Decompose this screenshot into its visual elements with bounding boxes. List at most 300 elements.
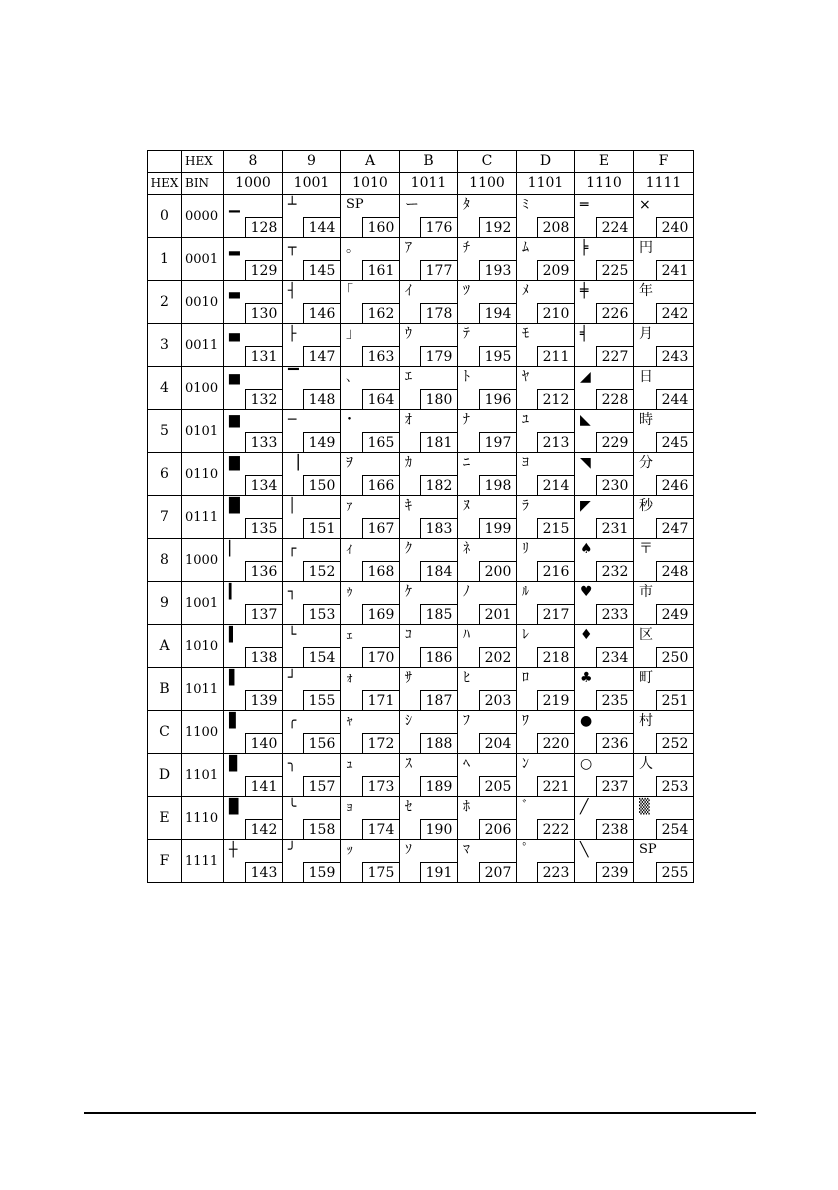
character-cell [575,754,634,797]
character-cell [517,195,575,238]
table-row [148,238,694,281]
character-cell [517,238,575,281]
column-hex-header: F [634,151,694,173]
table-row [148,367,694,410]
column-bin-header: 1110 [575,173,634,195]
row-hex-label: HEX [148,173,182,195]
character-cell [224,324,283,367]
character-cell [400,539,458,582]
character-glyph: 円 [639,240,653,256]
row-hex: B [148,668,182,711]
character-cell [341,711,400,754]
decimal-code: 181 [420,432,457,452]
decimal-code: 147 [303,346,340,366]
row-hex: 8 [148,539,182,582]
decimal-code: 188 [420,733,457,753]
character-glyph: 月 [639,326,653,342]
character-cell [458,496,517,539]
character-glyph: ﾏ [463,842,470,858]
character-glyph: ｧ [346,498,353,514]
character-glyph: ﾍ [463,756,470,772]
character-glyph: ｾ [405,799,412,815]
decimal-code: 201 [479,604,516,624]
character-glyph: ｺ [405,627,412,643]
character-glyph: ◥ [580,455,591,471]
character-cell [341,668,400,711]
row-hex: 5 [148,410,182,453]
decimal-code: 223 [537,862,574,882]
character-glyph: ｶ [405,455,412,471]
character-glyph: ﾂ [463,283,470,299]
character-cell [575,840,634,883]
character-glyph: ﾟ [522,842,529,858]
character-glyph: ╰ [288,799,297,815]
character-glyph: ｭ [346,756,353,772]
character-cell [400,668,458,711]
decimal-code: 172 [362,733,399,753]
row-bin: 0101 [182,410,224,453]
decimal-code: 187 [420,690,457,710]
row-bin: 1110 [182,797,224,840]
character-glyph: ▌ [229,670,240,686]
character-cell [400,195,458,238]
character-cell [283,238,341,281]
character-glyph: ﾙ [522,584,529,600]
decimal-code: 200 [479,561,516,581]
decimal-code: 150 [303,475,340,495]
character-cell [283,410,341,453]
character-glyph: ◣ [580,412,591,428]
character-cell [400,410,458,453]
character-glyph: ─ [288,412,297,428]
character-glyph: █ [229,498,240,514]
decimal-code: 132 [245,389,282,409]
character-cell [517,453,575,496]
decimal-code: 168 [362,561,399,581]
character-cell [400,840,458,883]
corner-cell [148,151,182,173]
decimal-code: 242 [656,303,693,323]
decimal-code: 190 [420,819,457,839]
table-row [148,281,694,324]
character-cell [283,668,341,711]
character-cell [283,281,341,324]
decimal-code: 205 [479,776,516,796]
character-glyph: ﾀ [463,197,470,213]
decimal-code: 155 [303,690,340,710]
character-cell [517,840,575,883]
row-hex: F [148,840,182,883]
character-glyph: ﾝ [522,756,529,772]
row-bin: 0100 [182,367,224,410]
decimal-code: 170 [362,647,399,667]
character-cell [458,797,517,840]
character-glyph: ﾋ [463,670,470,686]
row-hex: 0 [148,195,182,238]
decimal-code: 171 [362,690,399,710]
decimal-code: 164 [362,389,399,409]
character-glyph: SP [346,197,364,212]
decimal-code: 161 [362,260,399,280]
character-glyph: ♠ [580,541,593,557]
character-glyph: ｹ [405,584,412,600]
decimal-code: 135 [245,518,282,538]
character-cell [634,367,694,410]
character-cell [634,668,694,711]
decimal-code: 148 [303,389,340,409]
decimal-code: 128 [245,217,282,237]
character-glyph: ▉ [229,799,240,815]
character-glyph: ═ [580,197,589,213]
decimal-code: 156 [303,733,340,753]
decimal-code: 134 [245,475,282,495]
column-hex-header: B [400,151,458,173]
character-cell [341,453,400,496]
table-row [148,195,694,238]
decimal-code: 210 [537,303,574,323]
character-cell [634,754,694,797]
character-glyph: ▍ [229,627,240,643]
character-glyph: ╲ [580,842,589,858]
character-cell [400,281,458,324]
character-cell [575,324,634,367]
decimal-code: 152 [303,561,340,581]
column-hex-header: D [517,151,575,173]
decimal-code: 227 [596,346,633,366]
character-cell [458,754,517,797]
character-cell [458,711,517,754]
decimal-code: 177 [420,260,457,280]
hex-label: HEX [182,151,224,173]
character-cell [224,754,283,797]
character-cell [400,324,458,367]
row-bin: 0010 [182,281,224,324]
character-glyph: ▎ [229,584,240,600]
character-cell [458,625,517,668]
decimal-code: 236 [596,733,633,753]
decimal-code: 241 [656,260,693,280]
character-cell [283,840,341,883]
character-cell [341,195,400,238]
character-cell [458,453,517,496]
character-glyph: ▏ [229,541,240,557]
decimal-code: 160 [362,217,399,237]
character-glyph: ♦ [580,627,593,643]
character-cell [283,797,341,840]
decimal-code: 167 [362,518,399,538]
character-cell [517,367,575,410]
character-glyph: 年 [639,283,653,299]
decimal-code: 143 [245,862,282,882]
character-cell [283,582,341,625]
character-glyph: ﾞ [522,799,529,815]
character-glyph: │ [288,498,297,514]
decimal-code: 169 [362,604,399,624]
character-glyph: ┘ [288,670,297,686]
row-bin: 1111 [182,840,224,883]
character-cell [400,797,458,840]
character-cell [341,410,400,453]
character-cell [517,754,575,797]
character-glyph: ▒ [639,799,650,815]
decimal-code: 218 [537,647,574,667]
character-cell [341,539,400,582]
character-cell [283,324,341,367]
decimal-code: 251 [656,690,693,710]
bin-header-row [148,173,694,195]
decimal-code: 182 [420,475,457,495]
decimal-code: 244 [656,389,693,409]
decimal-code: 146 [303,303,340,323]
character-glyph: ー [405,197,419,213]
table-row [148,711,694,754]
character-cell [458,324,517,367]
decimal-code: 233 [596,604,633,624]
decimal-code: 202 [479,647,516,667]
character-glyph: ▅ [229,369,240,385]
character-glyph: ﾗ [522,498,529,514]
footer-rule [84,1112,756,1114]
character-cell [400,238,458,281]
decimal-code: 179 [420,346,457,366]
character-glyph: 村 [639,713,653,729]
character-glyph: ｲ [405,283,412,299]
character-glyph: ┼ [229,842,238,858]
character-cell [575,453,634,496]
decimal-code: 130 [245,303,282,323]
character-glyph: ﾄ [463,369,470,385]
character-glyph: ├ [288,326,297,342]
character-cell [224,668,283,711]
character-cell [458,195,517,238]
character-glyph: 秒 [639,498,653,514]
table-row [148,539,694,582]
character-glyph: ╱ [580,799,589,815]
character-glyph: ｼ [405,713,412,729]
character-cell [224,195,283,238]
decimal-code: 245 [656,432,693,452]
character-glyph: ｪ [346,627,353,643]
character-cell [224,625,283,668]
character-cell [575,539,634,582]
character-glyph: 〒 [639,541,653,557]
character-glyph: ｮ [346,799,353,815]
character-cell [575,668,634,711]
character-cell [400,367,458,410]
character-glyph: ﾇ [463,498,470,514]
character-glyph: ﾁ [463,240,470,256]
decimal-code: 254 [656,819,693,839]
character-glyph: ｦ [346,455,353,471]
character-cell [341,238,400,281]
character-cell [458,539,517,582]
character-glyph: ﾃ [463,326,470,342]
character-glyph: ╮ [288,756,297,772]
character-glyph: ▕ [288,455,299,471]
character-glyph: ﾅ [463,412,470,428]
decimal-code: 174 [362,819,399,839]
decimal-code: 226 [596,303,633,323]
character-glyph: ﾚ [522,627,529,643]
character-cell [224,797,283,840]
character-glyph: └ [288,627,297,643]
decimal-code: 232 [596,561,633,581]
character-cell [224,582,283,625]
character-glyph: ▔ [288,369,299,385]
character-cell [283,754,341,797]
decimal-code: 216 [537,561,574,581]
character-cell [517,582,575,625]
decimal-code: 221 [537,776,574,796]
decimal-code: 219 [537,690,574,710]
character-cell [341,797,400,840]
decimal-code: 206 [479,819,516,839]
decimal-code: 250 [656,647,693,667]
decimal-code: 178 [420,303,457,323]
character-cell [517,711,575,754]
character-glyph: ｫ [346,670,353,686]
character-cell [224,367,283,410]
row-bin: 1001 [182,582,224,625]
character-cell [517,668,575,711]
column-hex-header: A [341,151,400,173]
character-glyph: ﾈ [463,541,470,557]
character-glyph: ╡ [580,326,589,342]
character-cell [224,238,283,281]
character-cell [283,711,341,754]
character-glyph: ╞ [580,240,589,256]
decimal-code: 180 [420,389,457,409]
column-bin-header: 1000 [224,173,283,195]
decimal-code: 195 [479,346,516,366]
character-code-table [147,150,694,883]
row-hex: 7 [148,496,182,539]
character-glyph: ▄ [229,326,240,342]
character-cell [458,281,517,324]
character-glyph: ﾑ [522,240,529,256]
decimal-code: 208 [537,217,574,237]
character-cell [224,711,283,754]
decimal-code: 231 [596,518,633,538]
character-cell [224,281,283,324]
character-cell [458,668,517,711]
table-row [148,668,694,711]
character-cell [517,797,575,840]
decimal-code: 189 [420,776,457,796]
decimal-code: 173 [362,776,399,796]
character-cell [341,582,400,625]
character-glyph: ｴ [405,369,412,385]
character-glyph: ｸ [405,541,412,557]
column-bin-header: 1010 [341,173,400,195]
row-bin: 0011 [182,324,224,367]
character-cell [517,281,575,324]
character-cell [575,582,634,625]
decimal-code: 214 [537,475,574,495]
character-cell [341,496,400,539]
character-glyph: ┤ [288,283,297,299]
character-glyph: ﾖ [522,455,529,471]
character-cell [458,238,517,281]
character-glyph: ｩ [346,584,353,600]
character-glyph: ╭ [288,713,297,729]
row-bin: 1100 [182,711,224,754]
character-glyph: ｢ [346,283,353,299]
row-bin: 0110 [182,453,224,496]
character-cell [283,539,341,582]
row-hex: A [148,625,182,668]
decimal-code: 230 [596,475,633,495]
character-cell [634,582,694,625]
decimal-code: 157 [303,776,340,796]
decimal-code: 142 [245,819,282,839]
character-glyph: ▋ [229,713,240,729]
character-glyph: ▂ [229,240,240,256]
character-glyph: 人 [639,756,653,772]
character-glyph: ﾌ [463,713,470,729]
character-glyph: ◤ [580,498,591,514]
decimal-code: 248 [656,561,693,581]
character-cell [283,195,341,238]
character-glyph: ﾛ [522,670,529,686]
character-glyph: ｨ [346,541,353,557]
column-bin-header: 1001 [283,173,341,195]
character-glyph: ﾎ [463,799,470,815]
row-bin: 0000 [182,195,224,238]
decimal-code: 193 [479,260,516,280]
character-cell [224,539,283,582]
character-cell [224,410,283,453]
character-glyph: ╯ [288,842,297,858]
decimal-code: 228 [596,389,633,409]
character-cell [400,496,458,539]
decimal-code: 239 [596,862,633,882]
character-cell [400,711,458,754]
character-glyph: ┐ [288,584,297,600]
character-glyph: SP [639,842,657,857]
character-cell [575,797,634,840]
decimal-code: 176 [420,217,457,237]
table-row [148,840,694,883]
column-bin-header: 1011 [400,173,458,195]
character-cell [283,496,341,539]
row-hex: 1 [148,238,182,281]
character-glyph: 分 [639,455,653,471]
character-glyph: ｷ [405,498,412,514]
decimal-code: 133 [245,432,282,452]
character-glyph: ｬ [346,713,353,729]
character-glyph: ﾉ [463,584,470,600]
decimal-code: 140 [245,733,282,753]
row-bin: 0001 [182,238,224,281]
character-glyph: ｱ [405,240,412,256]
character-cell [575,625,634,668]
character-cell [458,367,517,410]
column-hex-header: 8 [224,151,283,173]
row-hex: 4 [148,367,182,410]
decimal-code: 213 [537,432,574,452]
decimal-code: 238 [596,819,633,839]
character-cell [517,625,575,668]
row-hex: D [148,754,182,797]
decimal-code: 139 [245,690,282,710]
character-cell [634,711,694,754]
character-cell [341,840,400,883]
decimal-code: 175 [362,862,399,882]
row-bin: 1101 [182,754,224,797]
decimal-code: 151 [303,518,340,538]
row-hex: C [148,711,182,754]
